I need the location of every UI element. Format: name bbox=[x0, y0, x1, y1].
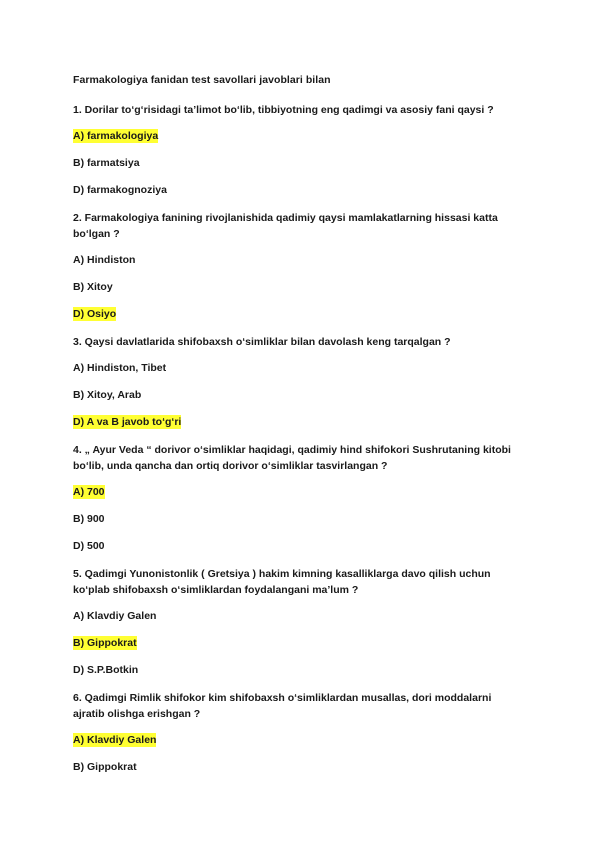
answer-option-label: D) Osiyo bbox=[73, 308, 117, 320]
question-text: 3. Qaysi davlatlarida shifobaxsh o‘simliklar bilan davolash keng tarqalgan ? bbox=[73, 336, 451, 348]
answer-option-label: B) Gippokrat bbox=[73, 761, 137, 773]
answer-option bbox=[73, 760, 535, 774]
answer-option-label: A) Klavdiy Galen bbox=[73, 610, 157, 622]
answer-option-label: B) Xitoy bbox=[73, 281, 113, 293]
answer-option bbox=[73, 663, 535, 677]
answer-option-correct bbox=[73, 129, 535, 143]
answer-option-label: D) 500 bbox=[73, 540, 105, 552]
answer-option-label: D) farmakognoziya bbox=[73, 184, 167, 196]
question-text: 1. Dorilar to‘g‘risidagi ta’limot bo‘lib, tibbiyotning eng qadimgi va asosiy fani qaysi ? bbox=[73, 104, 494, 116]
question-list bbox=[73, 102, 535, 774]
answer-option bbox=[73, 609, 535, 623]
answer-option-label: D) S.P.Botkin bbox=[73, 664, 139, 676]
answer-option-correct bbox=[73, 307, 535, 321]
answer-option bbox=[73, 183, 535, 197]
answer-option-label: A) Klavdiy Galen bbox=[73, 734, 157, 746]
answer-option bbox=[73, 280, 535, 294]
answer-option bbox=[73, 512, 535, 526]
answer-option-correct bbox=[73, 415, 535, 429]
answer-option bbox=[73, 388, 535, 402]
question-text: 5. Qadimgi Yunonistonlik ( Gretsiya ) hakim kimning kasalliklarga davo qilish uchun ko‘plab shifobaxsh o‘simliklardan foydalangani ma’lum ? bbox=[73, 568, 491, 596]
answer-option-label: B) 900 bbox=[73, 513, 105, 525]
answer-option-correct bbox=[73, 636, 535, 650]
answer-option-label: D) A va B javob to‘g‘ri bbox=[73, 416, 182, 428]
answer-option bbox=[73, 361, 535, 375]
answer-option-label: A) farmakologiya bbox=[73, 130, 159, 142]
answer-option bbox=[73, 539, 535, 553]
answer-option-label: A) Hindiston, Tibet bbox=[73, 362, 167, 374]
answer-option-correct bbox=[73, 733, 535, 747]
answer-option bbox=[73, 253, 535, 267]
answer-option-correct bbox=[73, 485, 535, 499]
document-title: Farmakologiya fanidan test savollari javoblari bilan bbox=[73, 74, 331, 86]
question-text: 6. Qadimgi Rimlik shifokor kim shifobaxsh o‘simliklardan musallas, dori moddalarni ajratib olishga erishgan ? bbox=[73, 692, 492, 720]
answer-option-label: B) Xitoy, Arab bbox=[73, 389, 142, 401]
question-text: 4. „ Ayur Veda “ dorivor o‘simliklar haqidagi, qadimiy hind shifokori Sushrutaning kitobi bo‘lib, unda qancha dan ortiq dorivor o‘simliklar tasvirlangan ? bbox=[73, 444, 511, 472]
answer-option-label: A) Hindiston bbox=[73, 254, 136, 266]
question-text: 2. Farmakologiya fanining rivojlanishida qadimiy qaysi mamlakatlarning hissasi katta bo‘lgan ? bbox=[73, 212, 498, 240]
answer-option-label: A) 700 bbox=[73, 486, 105, 498]
answer-option-label: B) farmatsiya bbox=[73, 157, 140, 169]
answer-option bbox=[73, 156, 535, 170]
answer-option-label: B) Gippokrat bbox=[73, 637, 137, 649]
